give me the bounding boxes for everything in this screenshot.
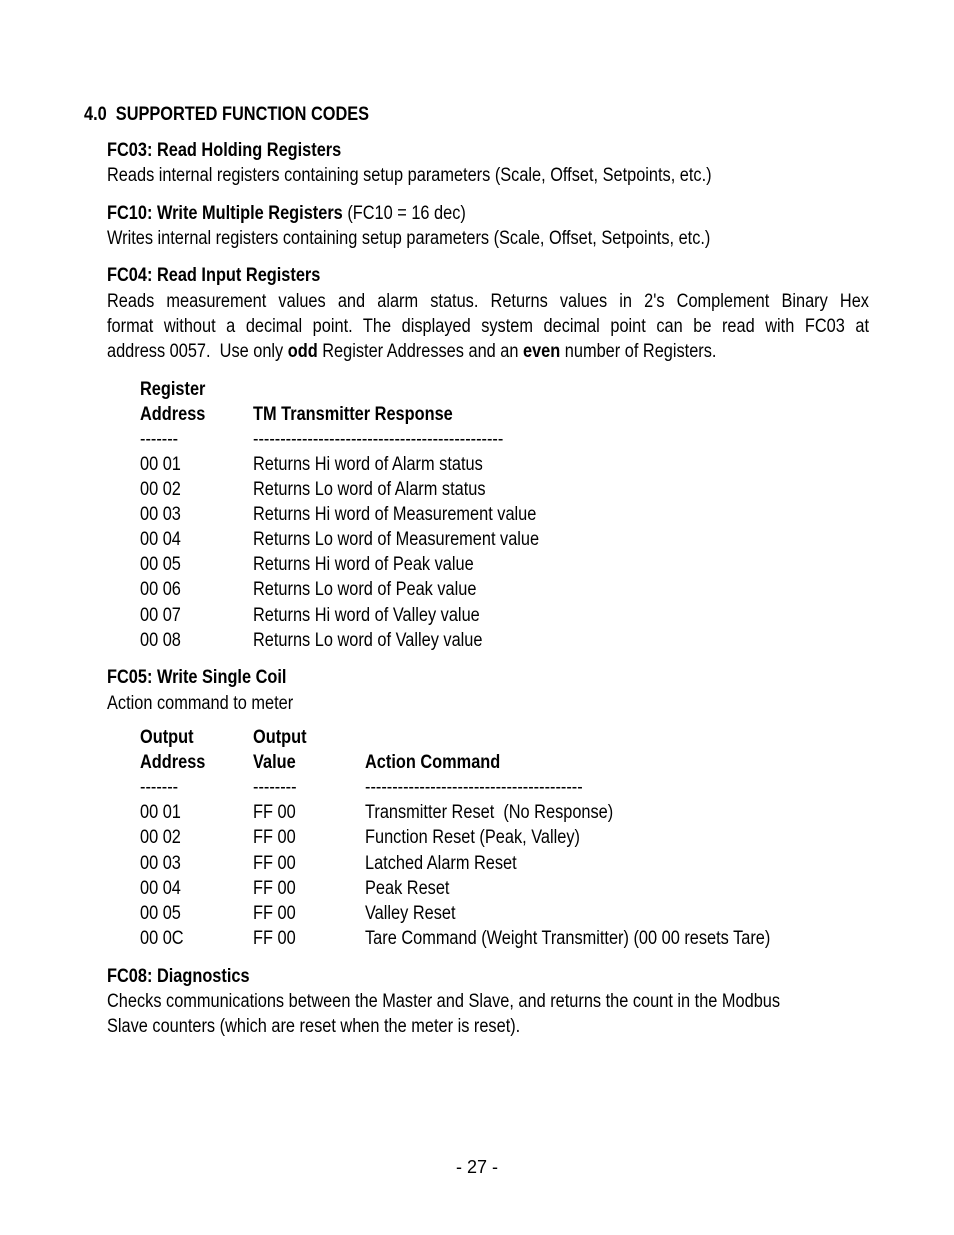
fc05-row-address: 00 02 (140, 827, 181, 848)
fc04-desc-text-3a: address 0057. Use only (107, 341, 288, 362)
fc04-row-address: 00 08 (140, 630, 181, 651)
fc04-desc-text-2: format without a decimal point. The displayed system decimal point can be read with FC03 at (107, 316, 869, 337)
fc10-description: Writes internal registers containing setup parameters (Scale, Offset, Setpoints, etc.) (107, 228, 711, 249)
fc04-col1-rule: ------- (140, 429, 179, 450)
fc04-col1-header-line2: Address (140, 404, 206, 425)
fc04-row-address: 00 03 (140, 504, 181, 525)
page-number: - 27 - (455, 1157, 498, 1177)
fc10-title-note: (FC10 = 16 dec) (342, 203, 466, 224)
fc04-col2-header: TM Transmitter Response (253, 404, 453, 425)
fc04-desc-text-1: Reads measurement values and alarm status. Returns values in 2's Complement Binary Hex (107, 291, 869, 312)
fc05-col2-rule: -------- (253, 777, 297, 798)
fc04-description-line1 (107, 289, 869, 314)
fc05-col1-rule: ------- (140, 777, 179, 798)
fc08-description-line2: Slave counters (which are reset when the meter is reset). (107, 1016, 521, 1037)
fc05-row-command: Function Reset (Peak, Valley) (365, 827, 580, 848)
fc05-row-value: FF 00 (253, 853, 296, 874)
fc03-title: FC03: Read Holding Registers (107, 140, 342, 161)
fc05-row-value: FF 00 (253, 802, 296, 823)
fc05-title: FC05: Write Single Coil (107, 667, 287, 688)
fc08-title: FC08: Diagnostics (107, 966, 250, 987)
fc04-desc-odd: odd (287, 341, 318, 362)
fc04-row-address: 00 05 (140, 554, 181, 575)
fc04-row-address: 00 01 (140, 454, 181, 475)
fc04-row-response: Returns Hi word of Alarm status (253, 454, 483, 475)
section-heading: 4.0 SUPPORTED FUNCTION CODES (84, 104, 370, 125)
fc08-description-line1: Checks communications between the Master and Slave, and returns the count in the Modbus (107, 991, 781, 1012)
fc05-row-value: FF 00 (253, 903, 296, 924)
fc04-desc-text-3b: Register Addresses and an (317, 341, 523, 362)
fc04-row-address: 00 06 (140, 579, 181, 600)
fc04-row-response: Returns Hi word of Peak value (253, 554, 474, 575)
fc05-description: Action command to meter (107, 693, 294, 714)
fc05-row-command: Peak Reset (365, 878, 450, 899)
fc05-row-command: Latched Alarm Reset (365, 853, 517, 874)
fc05-col3-header: Action Command (365, 752, 501, 773)
fc05-col2-header-line1: Output (253, 727, 307, 748)
fc10-title: FC10: Write Multiple Registers (107, 203, 343, 224)
fc04-title: FC04: Read Input Registers (107, 265, 321, 286)
fc05-row-command: Tare Command (Weight Transmitter) (00 00 resets Tare) (365, 928, 771, 949)
fc04-description-line2 (107, 314, 869, 339)
fc04-row-response: Returns Lo word of Alarm status (253, 479, 486, 500)
fc05-col2-header-line2: Value (253, 752, 296, 773)
fc05-row-address: 00 05 (140, 903, 181, 924)
fc03-description: Reads internal registers containing setup parameters (Scale, Offset, Setpoints, etc.) (107, 165, 712, 186)
fc05-row-value: FF 00 (253, 827, 296, 848)
fc04-row-response: Returns Hi word of Valley value (253, 605, 480, 626)
fc05-row-command: Valley Reset (365, 903, 456, 924)
fc04-row-response: Returns Lo word of Peak value (253, 579, 477, 600)
fc04-row-response: Returns Lo word of Valley value (253, 630, 483, 651)
fc04-col1-header-line1: Register (140, 379, 206, 400)
fc05-row-command: Transmitter Reset (No Response) (365, 802, 614, 823)
fc04-row-address: 00 04 (140, 529, 181, 550)
fc04-desc-even: even (522, 341, 561, 362)
fc04-col2-rule: ---------------------------------------------- (253, 429, 504, 450)
fc05-col1-header-line1: Output (140, 727, 194, 748)
fc05-row-value: FF 00 (253, 928, 296, 949)
fc04-row-address: 00 07 (140, 605, 181, 626)
fc05-col3-rule: ---------------------------------------- (365, 777, 583, 798)
fc05-row-value: FF 00 (253, 878, 296, 899)
fc05-row-address: 00 0C (140, 928, 184, 949)
fc05-row-address: 00 01 (140, 802, 181, 823)
fc05-row-address: 00 03 (140, 853, 181, 874)
fc04-row-response: Returns Hi word of Measurement value (253, 504, 537, 525)
fc05-col1-header-line2: Address (140, 752, 206, 773)
fc04-row-response: Returns Lo word of Measurement value (253, 529, 540, 550)
fc04-row-address: 00 02 (140, 479, 181, 500)
fc04-desc-text-3c: number of Registers. (560, 341, 717, 362)
fc04-description-line3 (107, 339, 716, 364)
fc10-title-line (107, 201, 466, 226)
fc05-row-address: 00 04 (140, 878, 181, 899)
